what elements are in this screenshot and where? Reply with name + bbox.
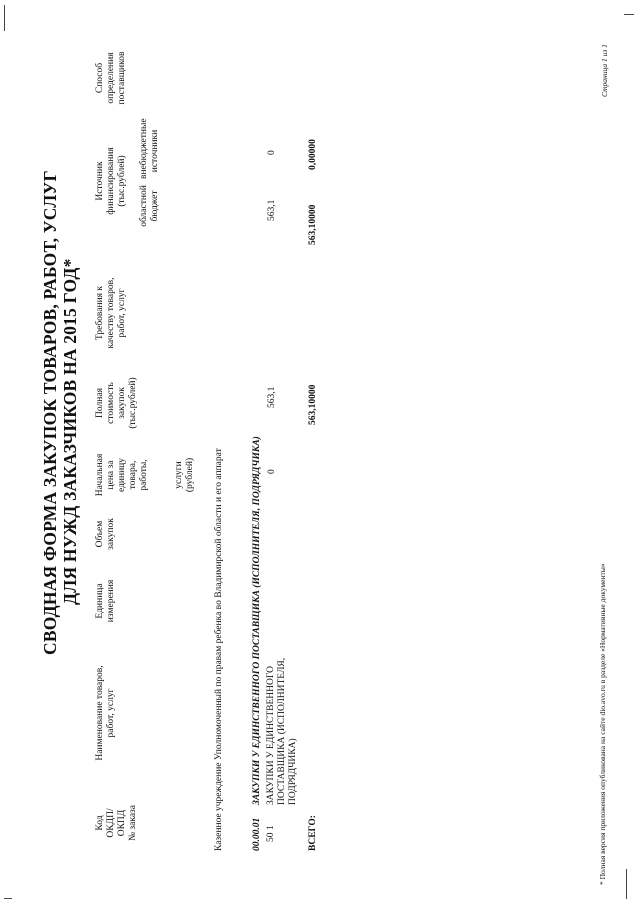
row-code: 50 1 [266,825,276,842]
total-label: ВСЕГО: [308,815,318,851]
header-start-price: Начальная цена за единицу товара, работы, [95,453,149,497]
total-funding-extrabudget: 0,00000 [308,139,318,170]
row-start-price: 0 [267,469,277,474]
header-funding: Источник финансирования (тыс.рублей) [95,147,127,215]
row-funding-extrabudget: 0 [267,150,277,155]
scan-mark [624,14,634,15]
header-code: Код ОКДП/ ОКПД № заказа [95,804,138,842]
row-full-cost: 563,1 [267,386,277,408]
header-volume: Объем закупок [95,518,116,550]
scan-mark [4,5,5,31]
header-supplier-method: Способ определения поставщиков [95,51,127,105]
header-item-name: Наименование товаров, работ, услуг [95,665,116,761]
section-title: ЗАКУПКИ У ЕДИНСТВЕННОГО ПОСТАВЩИКА (ИСПОЛНИТЕЛЯ, ПОДРЯДЧИКА) [252,436,262,805]
section-code: 00.00.01 [252,817,262,851]
row-item-name: ЗАКУПКИ У ЕДИНСТВЕННОГО ПОСТАВЩИКА (ИСПОЛНИТЕЛЯ, ПОДРЯДЧИКА) [266,657,298,805]
header-unit: Единица измерения [95,579,116,623]
header-funding-extrabudget: внебюджетные источники [139,118,160,179]
footnote: * Полная версия приложения опубликована на сайте dio.avo.ru в разделе «Нормативные документы» [598,563,607,885]
document-title-line-1: СВОДНАЯ ФОРМА ЗАКУПОК ТОВАРОВ, РАБОТ, УСЛУГ [40,170,60,655]
document-title-line-2: ДЛЯ НУЖД ЗАКАЗЧИКОВ НА 2015 ГОД* [60,258,80,605]
customer-name: Казенное учреждение Уполномоченный по правам ребенка во Владимирской области и его аппарат [214,448,224,851]
scan-mark [626,869,627,899]
scan-mark [4,898,12,899]
page-number: Страница 1 из 1 [600,44,609,97]
total-funding-budget: 563,10000 [308,204,318,245]
row-funding-budget: 563,1 [267,199,277,221]
header-funding-budget: областной бюджет [139,185,160,227]
header-start-price-unit: услуги (рублей) [174,457,195,493]
total-full-cost: 563,10000 [308,384,318,425]
header-full-cost: Полная стоимость закупок (тыс.рублей) [95,377,138,429]
header-requirements: Требования к качеству товаров, работ, услуг [95,277,127,349]
